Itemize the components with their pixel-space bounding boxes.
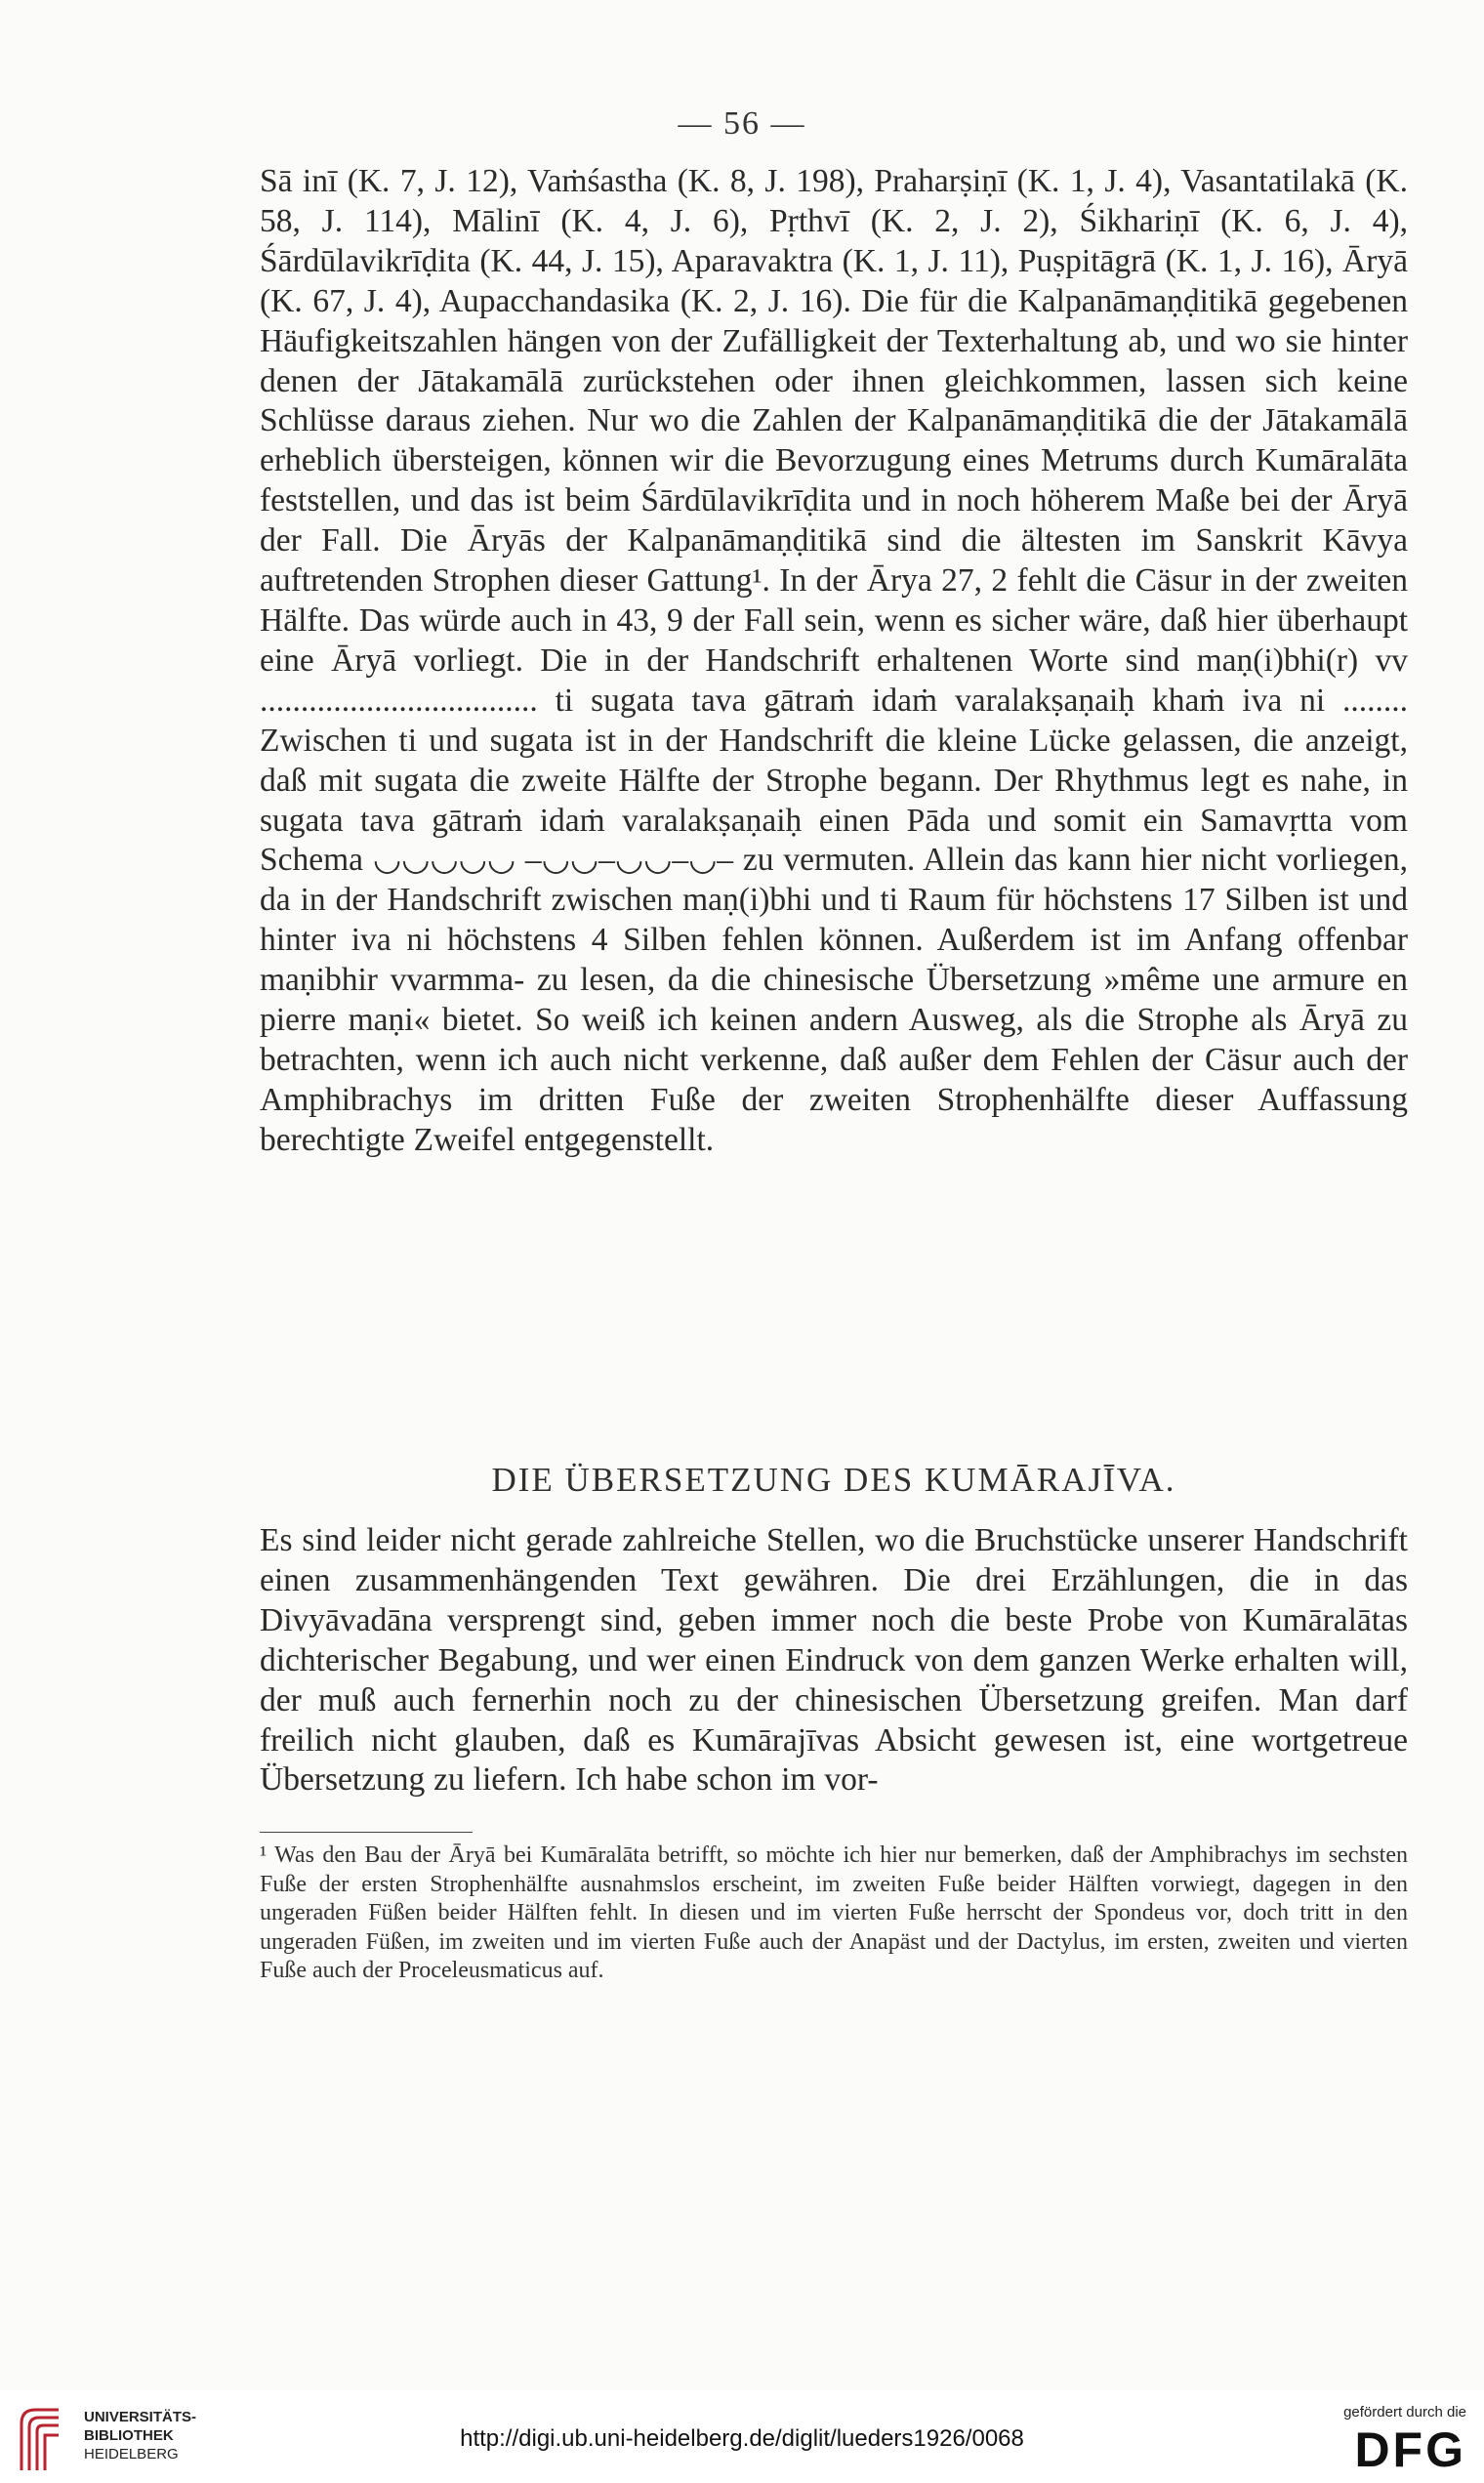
dfg-logo-icon: DFG <box>1354 2422 1466 2477</box>
body-paragraph-translation <box>260 1521 1417 1800</box>
footnote-rule <box>260 1832 473 1833</box>
footnote: ¹ Was den Bau der Āryā bei Kumāralāta betrifft, so möchte ich hier nur bemerken, daß der Amphibrachys im sechsten Fuße der ersten Strophenhälfte ausnahmslos erscheint, im zweiten Fuße beider Hälften vorwiegt, dagegen in den ungeraden Füßen beider Hälften fehlt. In diesen und im vierten Fuße herrscht der Spondeus vor, doch tritt in den ungeraden Füßen, im zweiten und im vierten Fuße auch der Anapäst und der Dactylus, im ersten, zweiten und vierten Fuße auch der Proceleusmaticus auf. <box>260 1842 1414 1984</box>
permalink-url[interactable]: http://digi.ub.uni-heidelberg.de/diglit/lueders1926/0068 <box>460 2425 1024 2452</box>
library-name-line-1: UNIVERSITÄTS- <box>84 2409 197 2425</box>
dfg-funding-notice <box>1320 2404 1466 2475</box>
paragraph-text: Es sind leider nicht gerade zahlreiche Stellen, wo die Bruchstücke unserer Handschrift einen zusammenhängenden Text gewähren. Die drei Erzählungen, die in das Divyāvadāna versprengt sind, geben immer noch die beste Probe von Kumāralātas dichterischer Begabung, und wer einen Eindruck von dem ganzen Werke erhalten will, der muß auch fernerhin noch zu der chinesischen Übersetzung greifen. Man darf freilich nicht glauben, daß es Kumārajīvas Absicht gewesen ist, eine wortgetreue Übersetzung zu liefern. Ich habe schon im vor- <box>260 1522 1417 1799</box>
page-number: — 56 — <box>678 105 806 142</box>
library-name-line-2: BIBLIOTHEK <box>84 2427 174 2444</box>
paragraph-text: Sā inī (K. 7, J. 12), Vaṁśastha (K. 8, J. 198), Praharṣiṇī (K. 1, J. 4), Vasantatilakā (K. 58, J. 114), Mālinī (K. 4, J. 6), Pṛthvī (K. 2, J. 2), Śikhariṇī (K. 6, J. 4), Śārdūlavikrīḍita (K. 44, J. 15), Aparavaktra (K. 1, J. 11), Puṣpitāgrā (K. 1, J. 16), Āryā (K. 67, J. 4), Aupacchandasika (K. 2, J. 16). Die für die Kalpanāmaṇḍitikā gegebenen Häufigkeitszahlen hängen von der Zufälligkeit der Texterhaltung ab, und wo sie hinter denen der Jātakamālā zurückstehen oder ihnen gleichkommen, lassen sich keine Schlüsse daraus ziehen. Nur wo die Zahlen der Kalpanāmaṇḍitikā die der Jātakamālā erheblich übersteigen, können wir die Bevorzugung eines Metrums durch Kumāralāta feststellen, und das ist beim Śārdūlavikrīḍita und in noch höherem Maße bei der Āryā der Fall. Die Āryās der Kalpanāmaṇḍitikā sind die ältesten im Sanskrit Kāvya auftretenden Strophen dieser Gattung¹. In der Ārya 27, 2 fehlt die Cäsur in der zweiten Hälfte. Das würde auch in 43, 9 der Fall sein, wenn es sicher wäre, daß hier überhaupt eine Āryā vorliegt. Die in der Handschrift erhaltenen Worte sind maṇ(i)bhi(r) vv .................................. ti sugata tava gātraṁ idaṁ varalakṣaṇaiḥ khaṁ iva ni ........ Zwischen ti und sugata ist in der Handschrift die kleine Lücke gelassen, die anzeigt, daß mit sugata die zweite Hälfte der Strophe begann. Der Rhythmus legt es nahe, in sugata tava gātraṁ idaṁ varalakṣaṇaiḥ einen Pāda und somit ein Samavṛtta vom Schema ◡◡◡◡◡ –◡◡–◡◡–◡– zu vermuten. Allein das kann hier nicht vorliegen, da in der Handschrift zwischen maṇ(i)bhi und ti Raum für höchstens 17 Silben ist und hinter iva ni höchstens 4 Silben fehlen können. Außerdem ist im Anfang offenbar maṇibhir vvarmma- zu lesen, da die chinesische Übersetzung »même une armure en pierre maṇi« bietet. So weiß ich keinen andern Ausweg, als die Strophe als Āryā zu betrachten, wenn ich auch nicht verkenne, daß außer dem Fehlen der Cäsur auch der Amphibrachys im dritten Fuße der zweiten Strophenhälfte dieser Auffassung berechtigte Zweifel entgegenstellt. <box>260 163 1417 1158</box>
library-name-line-3: HEIDELBERG <box>84 2446 179 2462</box>
body-paragraph-metrics <box>260 162 1417 1161</box>
funded-by-label: gefördert durch die <box>1343 2404 1466 2421</box>
section-heading: DIE ÜBERSETZUNG DES KUMĀRAJĪVA. <box>491 1461 1176 1499</box>
